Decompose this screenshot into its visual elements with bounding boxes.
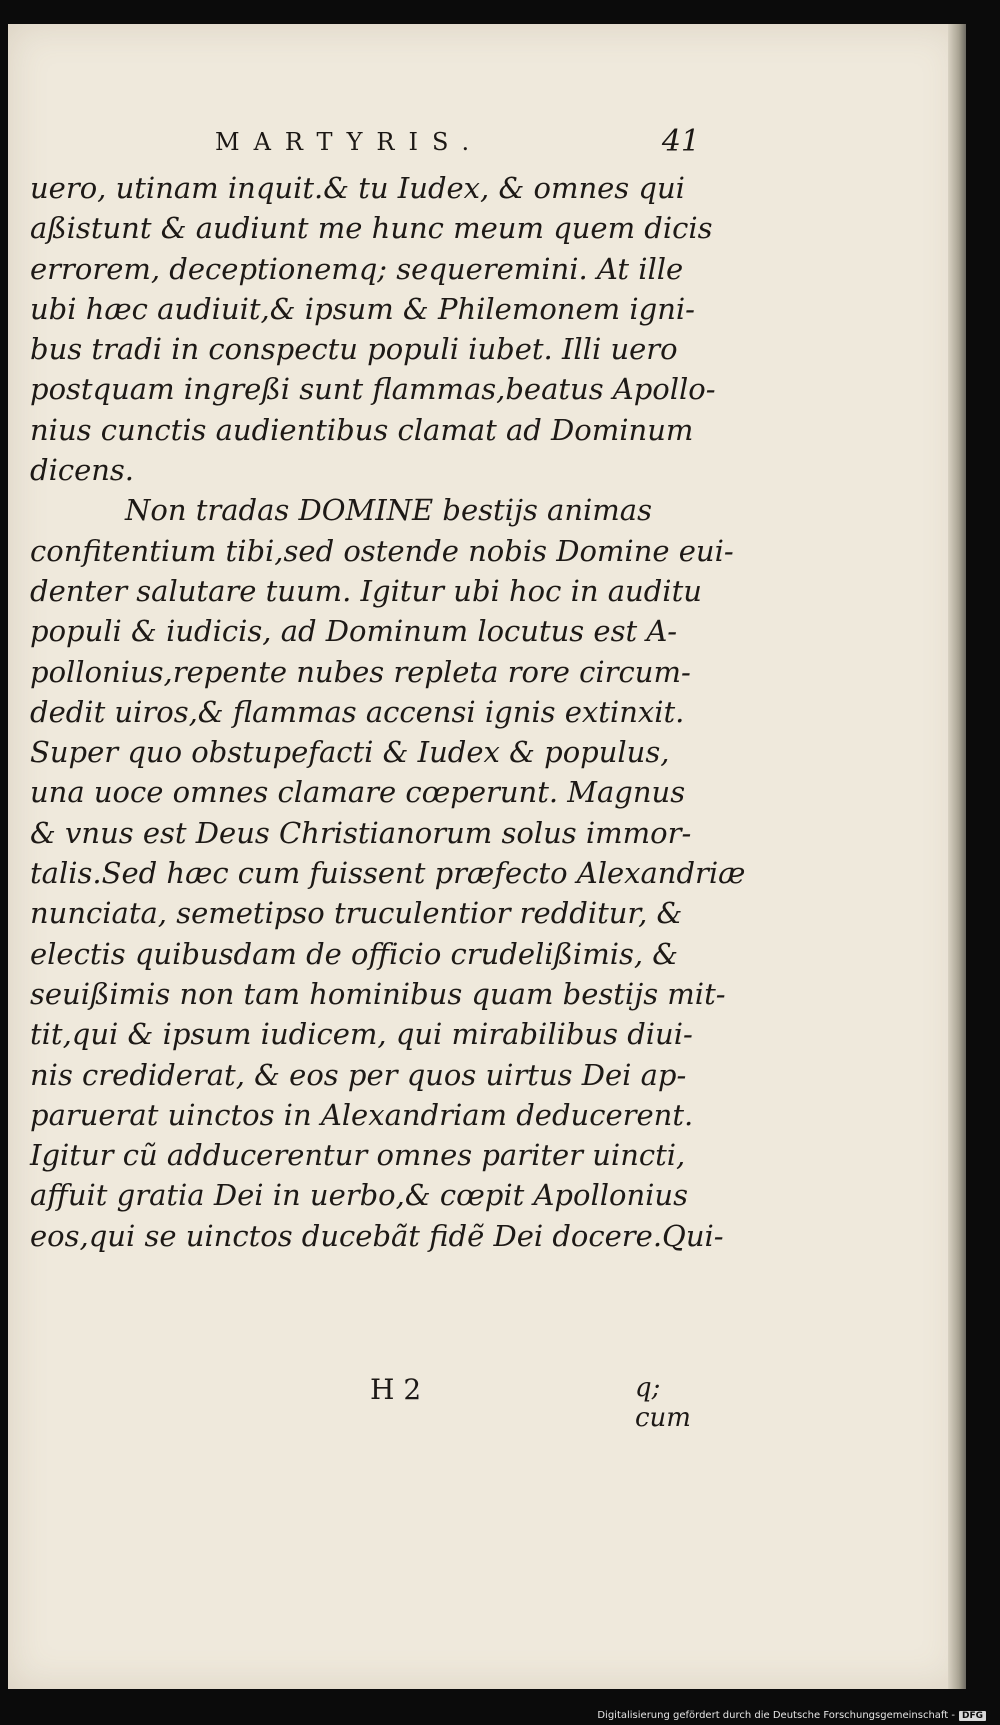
- text-line: una uoce omnes clamare cœperunt. Magnus: [30, 775, 686, 810]
- page-footer: [30, 1373, 710, 1433]
- signature-mark: H 2: [370, 1373, 422, 1406]
- text-line: dedit uiros,& flammas accensi ignis extinxit.: [30, 694, 685, 729]
- text-line: dicens.: [30, 453, 135, 488]
- text-line: talis.Sed hæc cum fuissent præfecto Alexandriæ: [30, 856, 746, 891]
- text-line: confitentium tibi,sed ostende nobis Domine eui-: [30, 533, 734, 568]
- dfg-logo: DFG: [959, 1711, 986, 1721]
- page-header: [215, 124, 700, 168]
- text-line: Super quo obstupefacti & Iudex & populus,: [30, 735, 670, 770]
- text-line: uero, utinam inquit.& tu Iudex, & omnes qui: [30, 171, 685, 205]
- text-line: affuit gratia Dei in uerbo,& cœpit Apollonius: [30, 1178, 688, 1213]
- text-line: eos,qui se uinctos ducebãt fidẽ Dei docere.Qui-: [30, 1218, 724, 1253]
- text-line: nunciata, semetipso truculentior redditur, &: [30, 896, 683, 931]
- text-line: & vnus est Deus Christianorum solus immor-: [30, 815, 692, 850]
- text-line: nis crediderat, & eos per quos uirtus Dei ap-: [30, 1057, 687, 1092]
- text-line: nius cunctis audientibus clamat ad Dominum: [30, 412, 694, 447]
- text-line: seuißimis non tam hominibus quam bestijs mit-: [30, 976, 726, 1011]
- text-line: postquam ingreßi sunt flammas,beatus Apollo-: [30, 372, 716, 407]
- page-edge: [948, 24, 966, 1689]
- text-line: errorem, deceptionemq; sequeremini. At ille: [30, 251, 684, 286]
- text-line: populi & iudicis, ad Dominum locutus est A-: [30, 614, 678, 649]
- attribution-text: Digitalisierung gefördert durch die Deutsche Forschungsgemeinschaft -: [597, 1710, 955, 1721]
- running-title: MARTYRIS.: [215, 128, 484, 156]
- text-line: denter salutare tuum. Igitur ubi hoc in auditu: [30, 573, 702, 608]
- text-line: ubi hæc audiuit,& ipsum & Philemonem igni-: [30, 291, 695, 326]
- text-line: Igitur cũ adducerentur omnes pariter uincti,: [30, 1138, 686, 1173]
- text-line: bus tradi in conspectu populi iubet. Illi uero: [30, 332, 678, 367]
- text-line: pollonius,repente nubes repleta rore circum-: [30, 654, 691, 689]
- text-line: electis quibusdam de officio crudelißimis, &: [30, 936, 679, 971]
- body-text: [30, 168, 746, 1256]
- text-line: Non tradas DOMINE bestijs animas: [125, 493, 652, 528]
- text-line: tit,qui & ipsum iudicem, qui mirabilibus diui-: [30, 1017, 693, 1052]
- attribution-bar: [597, 1710, 986, 1721]
- text-line: aßistunt & audiunt me hunc meum quem dicis: [30, 211, 713, 246]
- catchword: q; cum: [635, 1373, 691, 1433]
- page-number: 41: [661, 124, 700, 159]
- text-line: paruerat uinctos in Alexandriam deducerent.: [30, 1097, 694, 1132]
